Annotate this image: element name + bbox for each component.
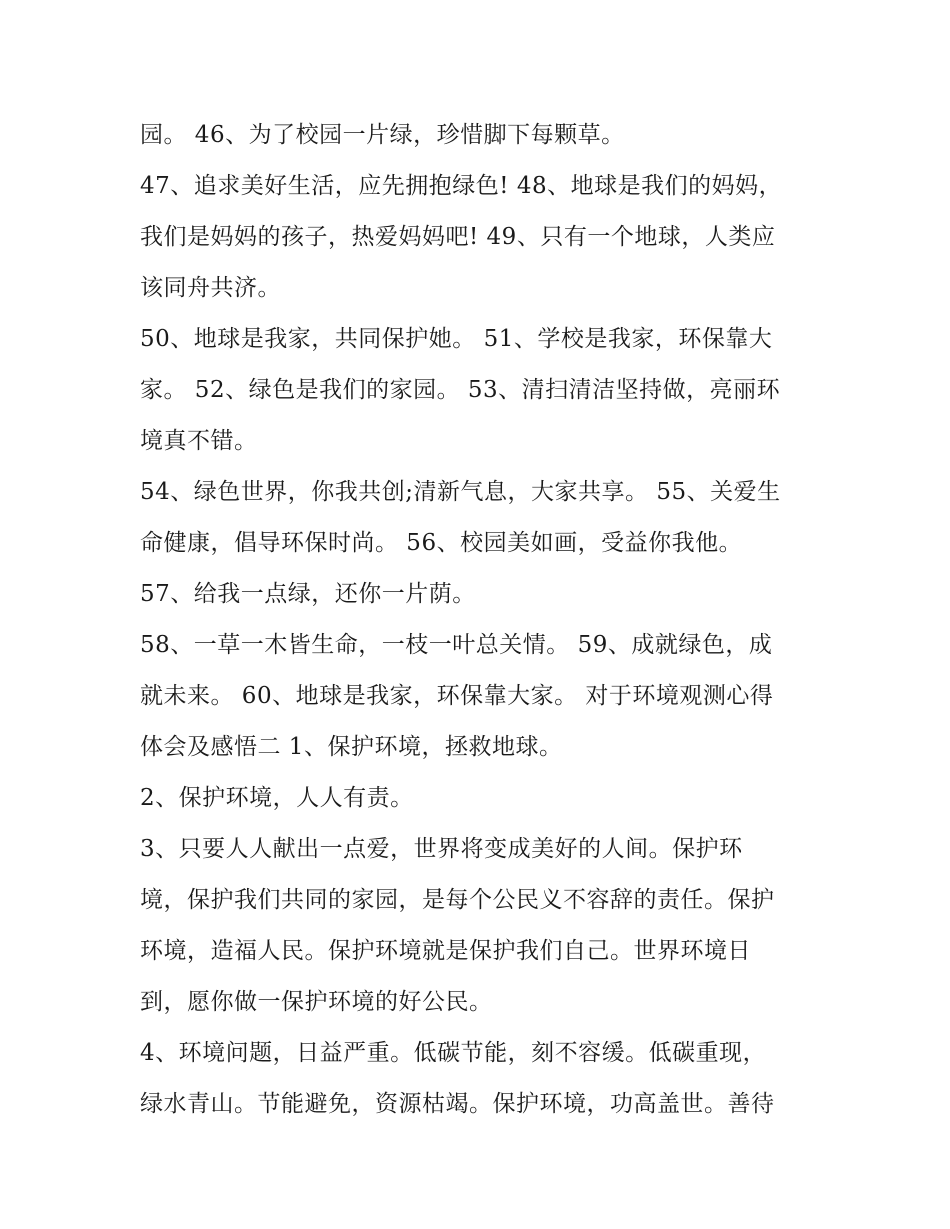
text-line: 园。 46、为了校园一片绿，珍惜脚下每颗草。 <box>140 122 625 148</box>
text-line: 2、保护环境，人人有责。 <box>140 785 414 811</box>
text-line: 绿水青山。节能避免，资源枯竭。保护环境，功高盖世。善待 <box>140 1091 775 1117</box>
text-line: 环境，造福人民。保护环境就是保护我们自己。世界环境日 <box>140 938 751 964</box>
text-line: 家。 52、绿色是我们的家园。 53、清扫清洁坚持做，亮丽环 <box>140 377 781 403</box>
text-line: 3、只要人人献出一点爱，世界将变成美好的人间。保护环 <box>140 836 743 862</box>
text-line: 命健康，倡导环保时尚。 56、校园美如画，受益你我他。 <box>140 530 743 556</box>
text-line: 体会及感悟二 1、保护环境，拯救地球。 <box>140 734 563 760</box>
document-body <box>140 110 820 1130</box>
text-line: 58、一草一木皆生命，一枝一叶总关情。 59、成就绿色，成 <box>140 632 773 658</box>
text-line: 57、给我一点绿，还你一片荫。 <box>140 581 476 607</box>
paragraph-3 <box>140 314 820 467</box>
text-line: 47、追求美好生活，应先拥抱绿色! 48、地球是我们的妈妈， <box>140 173 783 199</box>
text-line: 54、绿色世界，你我共创;清新气息，大家共享。 55、关爱生 <box>140 479 781 505</box>
paragraph-2 <box>140 161 820 314</box>
text-line: 到，愿你做一保护环境的好公民。 <box>140 989 493 1015</box>
paragraph-1 <box>140 110 820 161</box>
text-line: 我们是妈妈的孩子，热爱妈妈吧! 49、只有一个地球，人类应 <box>140 224 776 250</box>
paragraph-4 <box>140 467 820 569</box>
text-line: 境真不错。 <box>140 428 258 454</box>
paragraph-9 <box>140 1028 820 1130</box>
paragraph-5 <box>140 569 820 620</box>
text-line: 50、地球是我家，共同保护她。 51、学校是我家，环保靠大 <box>140 326 773 352</box>
paragraph-7 <box>140 773 820 824</box>
text-line: 境，保护我们共同的家园，是每个公民义不容辞的责任。保护 <box>140 887 775 913</box>
paragraph-8 <box>140 824 820 1028</box>
paragraph-6 <box>140 620 820 773</box>
text-line: 该同舟共济。 <box>140 275 281 301</box>
text-line: 4、环境问题，日益严重。低碳节能，刻不容缓。低碳重现， <box>140 1040 767 1066</box>
text-line: 就未来。 60、地球是我家，环保靠大家。 对于环境观测心得 <box>140 683 774 709</box>
